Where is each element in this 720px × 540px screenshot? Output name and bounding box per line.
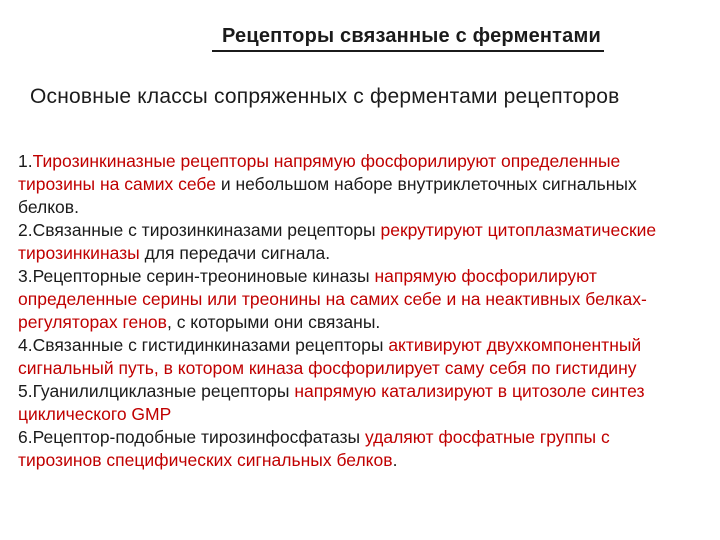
- text-segment: активируют двухкомпонентный сигнальный путь, в котором киназа фосфорилирует саму себя по гистидину: [18, 335, 642, 378]
- list-item: [18, 219, 688, 265]
- text-segment: 5.Гуанилилциклазные рецепторы: [18, 381, 295, 401]
- text-segment: для передачи сигнала.: [144, 243, 331, 263]
- title-row: [0, 0, 720, 52]
- page-title: Рецепторы связанные с ферментами: [212, 25, 604, 52]
- text-segment: удаляют фосфатные группы с тирозинов специфических сигнальных белков: [18, 427, 610, 470]
- list-item: [18, 150, 688, 219]
- text-segment: 4.Связанные с гистидинкиназами рецепторы: [18, 335, 389, 355]
- text-segment: Тирозинкиназные рецепторы напрямую фосфорилируют определенные тирозины на самих себе: [18, 151, 621, 194]
- slide-subtitle: Основные классы сопряженных с ферментами рецепторов: [30, 85, 620, 108]
- text-segment: 1.: [18, 151, 33, 171]
- text-segment: напрямую фосфорилируют определенные серины или треонины на самих себе и на неактивных белках-регуляторах генов: [18, 266, 647, 332]
- text-segment: и небольшом наборе внутриклеточных сигнальных белков.: [18, 174, 637, 217]
- text-segment: 3.Рецепторные серин-треониновые киназы: [18, 266, 375, 286]
- list-item: [18, 380, 688, 426]
- text-segment: напрямую катализируют в цитозоле синтез циклического GMP: [18, 381, 645, 424]
- body-list: [18, 150, 688, 472]
- list-item: [18, 265, 688, 334]
- text-segment: 6.Рецептор-подобные тирозинфосфатазы: [18, 427, 365, 447]
- text-segment: рекрутируют цитоплазматические тирозинкиназы: [18, 220, 657, 263]
- list-item: [18, 426, 688, 472]
- text-segment: 2.Связанные с тирозинкиназами рецепторы: [18, 220, 381, 240]
- text-segment: , с которыми они связаны.: [166, 312, 381, 332]
- text-segment: .: [392, 450, 398, 470]
- list-item: [18, 334, 688, 380]
